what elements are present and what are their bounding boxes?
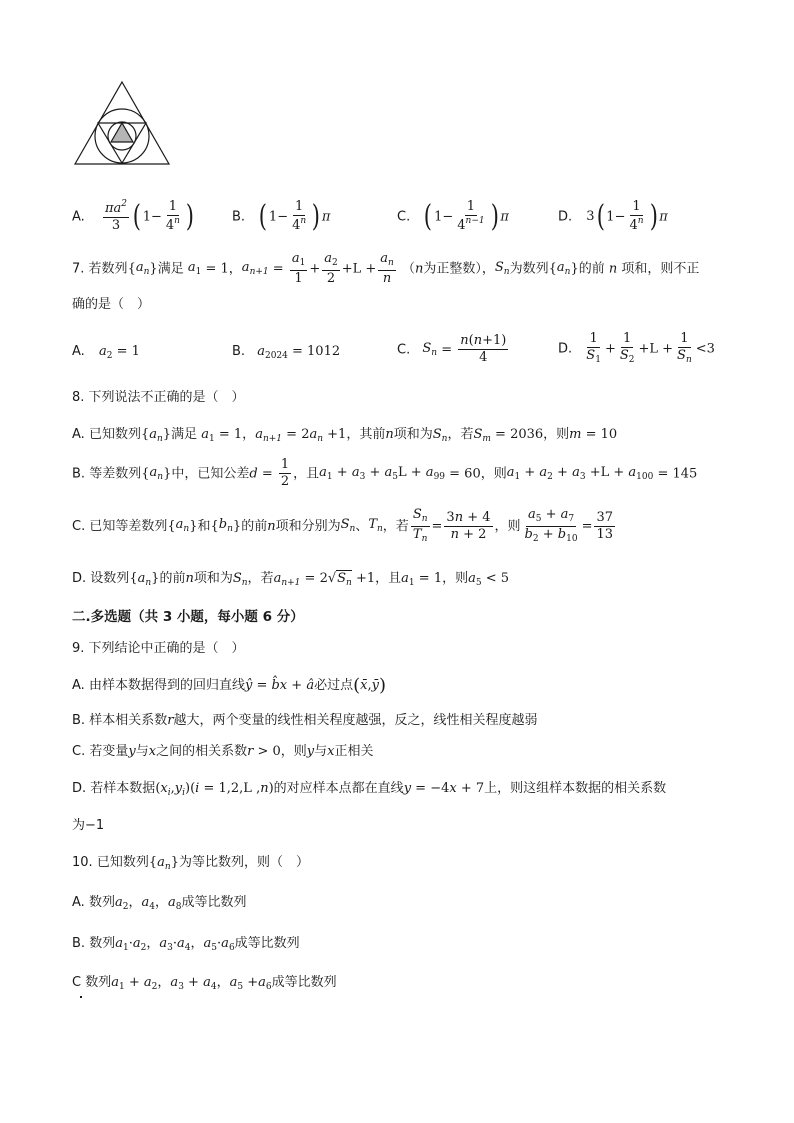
q7-stem: 7. 若数列$\{a_n\}$满足 $a_1 = 1$，$a_{n+1}$ = $\frac{a_1}{1}$ + $\frac{a_2}{2}$ +L + $\frac{a_n}{n}$ （n为正整数），$S_n$为数列$\{a_n\}$的前 n 项和，则不正 <box>72 251 700 286</box>
q6-option-a: A. $\frac{\pi a^2}{3}$ ( 1− $\frac{1}{4^n}$ ) <box>72 198 194 234</box>
q6-option-d: D. 3( 1− $\frac{1}{4^n}$ ) π <box>558 198 668 234</box>
stray-dot <box>80 996 82 998</box>
q9-option-b: B. 样本相关系数r越大，两个变量的线性相关程度越强，反之，线性相关程度越弱 <box>72 713 538 728</box>
q9-option-c: C. 若变量y与x之间的相关系数r > 0，则y与x正相关 <box>72 744 374 759</box>
q7-option-d: D. $\frac{1}{S_1}$ + $\frac{1}{S_2}$ +L + $\frac{1}{S_n}$ <3 <box>558 331 715 366</box>
q10-option-a: A. 数列$a_2$，$a_4$，$a_8$成等比数列 <box>72 895 247 912</box>
q8-option-b: B. 等差数列$\{a_n\}$中，已知公差d = $\frac{1}{2}$ ，且$a_1 + a_3 + a_5L + a_{99} = 60$，则$a_1 + a_2 + a_3 +L + a_{100} = 145$ <box>72 457 698 490</box>
q9-option-a: A. 由样本数据得到的回归直线ŷ = b̂x + â必过点(x̄,ȳ) <box>72 675 386 696</box>
q8-option-a: A. 已知数列$\{a_n\}$满足 $a_1 = 1$，$a_{n+1} = 2a_n +1$，其前n项和为$S_n$，若$S_m = 2036$，则m = 10 <box>72 427 618 444</box>
q8-option-d: D. 设数列$\{a_n\}$的前n项和为$S_n$，若$a_{n+1} = 2√S_n +1$，且$a_1 = 1$，则$a_5 < 5$ <box>72 571 510 588</box>
q9-option-d: D. 若样本数据$(x_i,y_i)(i = 1,2,L$ ,n)的对应样本点都在直线y = −4x + 7上，则这组样本数据的相关系数 <box>72 781 667 798</box>
q7-stem-line2: 确的是（ ） <box>72 297 151 312</box>
q9-stem: 9. 下列结论中正确的是（ ） <box>72 641 245 656</box>
q8-option-c: C. 已知等差数列$\{a_n\}$和$\{b_n\}$的前n项和分别为$S_n$、$T_n$，若 $\frac{S_n}{T_n}$ = $\frac{3n + 4}{n + 2}$ ，则 $\frac{a_5 + a_7}{b_2 + b_{10}}$ = $\frac{37}{13}$ <box>72 507 614 544</box>
q7-option-b: B. $a_{2024} = 1012$ <box>232 344 341 361</box>
q6-option-b: B. ( 1− $\frac{1}{4^n}$ ) π <box>232 198 331 234</box>
q10-option-c: C 数列$a_1 + a_2$，$a_3 + a_4$，$a_5 +a_6$成等比数列 <box>72 975 337 992</box>
q9-option-d-line2: 为−1 <box>72 818 105 833</box>
q10-stem: 10. 已知数列$\{a_n\}$为等比数列，则（ ） <box>72 855 309 872</box>
q7-option-c: C. $S_n$ = $\frac{n(n+1)}{4}$ <box>397 333 507 366</box>
q8-stem: 8. 下列说法不正确的是（ ） <box>72 390 245 405</box>
nested-shapes-figure <box>72 80 172 166</box>
section-heading: 二.多选题（共 3 小题，每小题 6 分） <box>72 609 304 625</box>
q7-option-a: A. $a_2 = 1$ <box>72 344 140 361</box>
q10-option-b: B. 数列$a_1\cdot a_2$，$a_3\cdot a_4$，$a_5\cdot a_6$成等比数列 <box>72 936 300 953</box>
q6-option-c: C. ( 1− $\frac{1}{4^{n-1}}$ ) π <box>397 198 509 234</box>
